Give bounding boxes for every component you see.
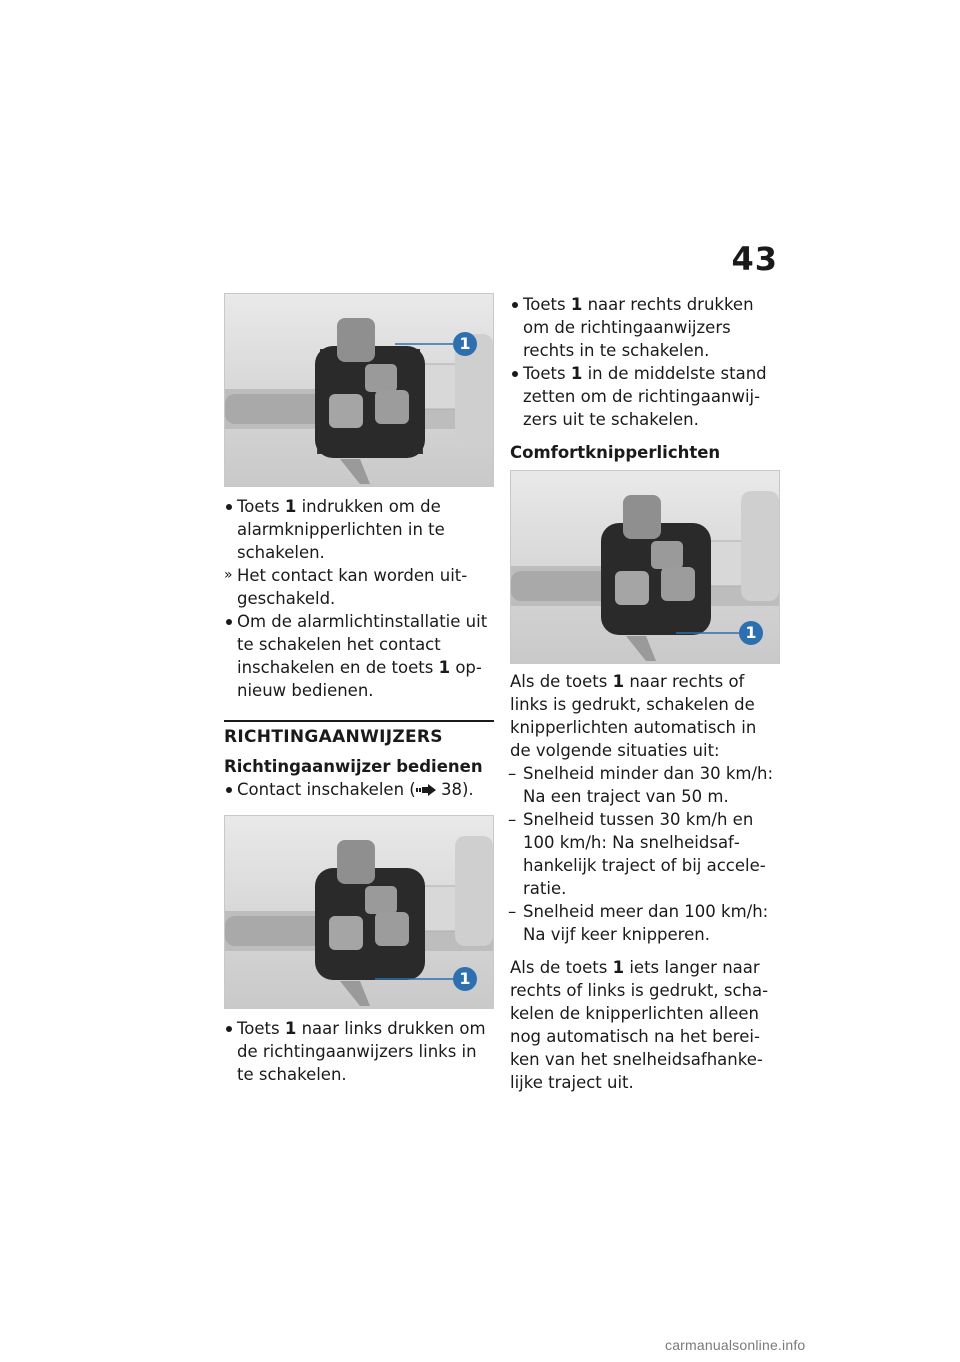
dash-item: – Snelheid minder dan 30 km/h: Na een traject van 50 m.: [508, 764, 774, 806]
dash-marker: –: [508, 810, 517, 829]
dash-item: – Snelheid tussen 30 km/h en 100 km/h: Na snelheidsafhankelijk traject of bij acceleratie.: [508, 810, 766, 898]
bullet-marker: [512, 371, 518, 377]
list-item: Om de alarmlichtinstallatie uit te schakelen het contact inschakelen en de toets 1 opnieuw bedienen.: [224, 610, 494, 702]
bullet-marker: [226, 1026, 232, 1032]
bullet-marker: [226, 619, 232, 625]
paragraph: Als de toets 1 naar rechts of links is gedrukt, schakelen de knipperlichten automatisch in de volgende situaties uit:: [510, 672, 757, 760]
list-item: Toets 1 in de middelste stand zetten om de richtingaanwijzers uit te schakelen.: [510, 362, 782, 431]
list-item: Contact inschakelen ( 38).: [224, 778, 494, 801]
dash-marker: –: [508, 764, 517, 783]
dash-item: – Snelheid meer dan 100 km/h: Na vijf keer knipperen.: [508, 902, 769, 944]
callout-number: 1: [459, 969, 471, 988]
list-item: Toets 1 naar links drukken om de richtingaanwijzers links in te schakelen.: [224, 1017, 494, 1086]
watermark[interactable]: carmanualsonline.info: [665, 1337, 806, 1353]
dash-marker: –: [508, 902, 517, 921]
figure-hazard-switch: [224, 293, 494, 487]
handlebar-switch-illustration: [225, 294, 493, 486]
arrow-reference-icon: [416, 784, 436, 796]
right-column: [510, 293, 782, 1094]
result-marker: »: [224, 567, 233, 583]
callout-number: 1: [745, 623, 757, 642]
subheading: Richtingaanwijzer bedienen: [224, 757, 483, 776]
callout-number: 1: [459, 334, 471, 353]
left-column: [224, 293, 494, 1086]
paragraph: Als de toets 1 iets langer naar rechts of links is gedrukt, schakelen de knipperlichten alleen nog automatisch na het bereiken van het snelheidsafhankelijke traject uit.: [510, 958, 769, 1092]
list-item: Toets 1 naar rechts drukken om de richtingaanwijzers rechts in te schakelen.: [510, 293, 782, 362]
bullet-marker: [512, 302, 518, 308]
figure-comfort-indicator: [510, 470, 780, 664]
list-item: Toets 1 indrukken om de alarmknipperlichten in te schakelen.: [224, 495, 494, 564]
section-title: RICHTINGAANWIJZERS: [224, 727, 443, 747]
page-number: 43: [731, 240, 778, 278]
bullet-marker: [226, 504, 232, 510]
subheading: Comfortknipperlichten: [510, 443, 721, 462]
figure-indicator-left: [224, 815, 494, 1009]
result-item: » Het contact kan worden uitgeschakeld.: [224, 566, 468, 608]
bullet-marker: [226, 787, 232, 793]
